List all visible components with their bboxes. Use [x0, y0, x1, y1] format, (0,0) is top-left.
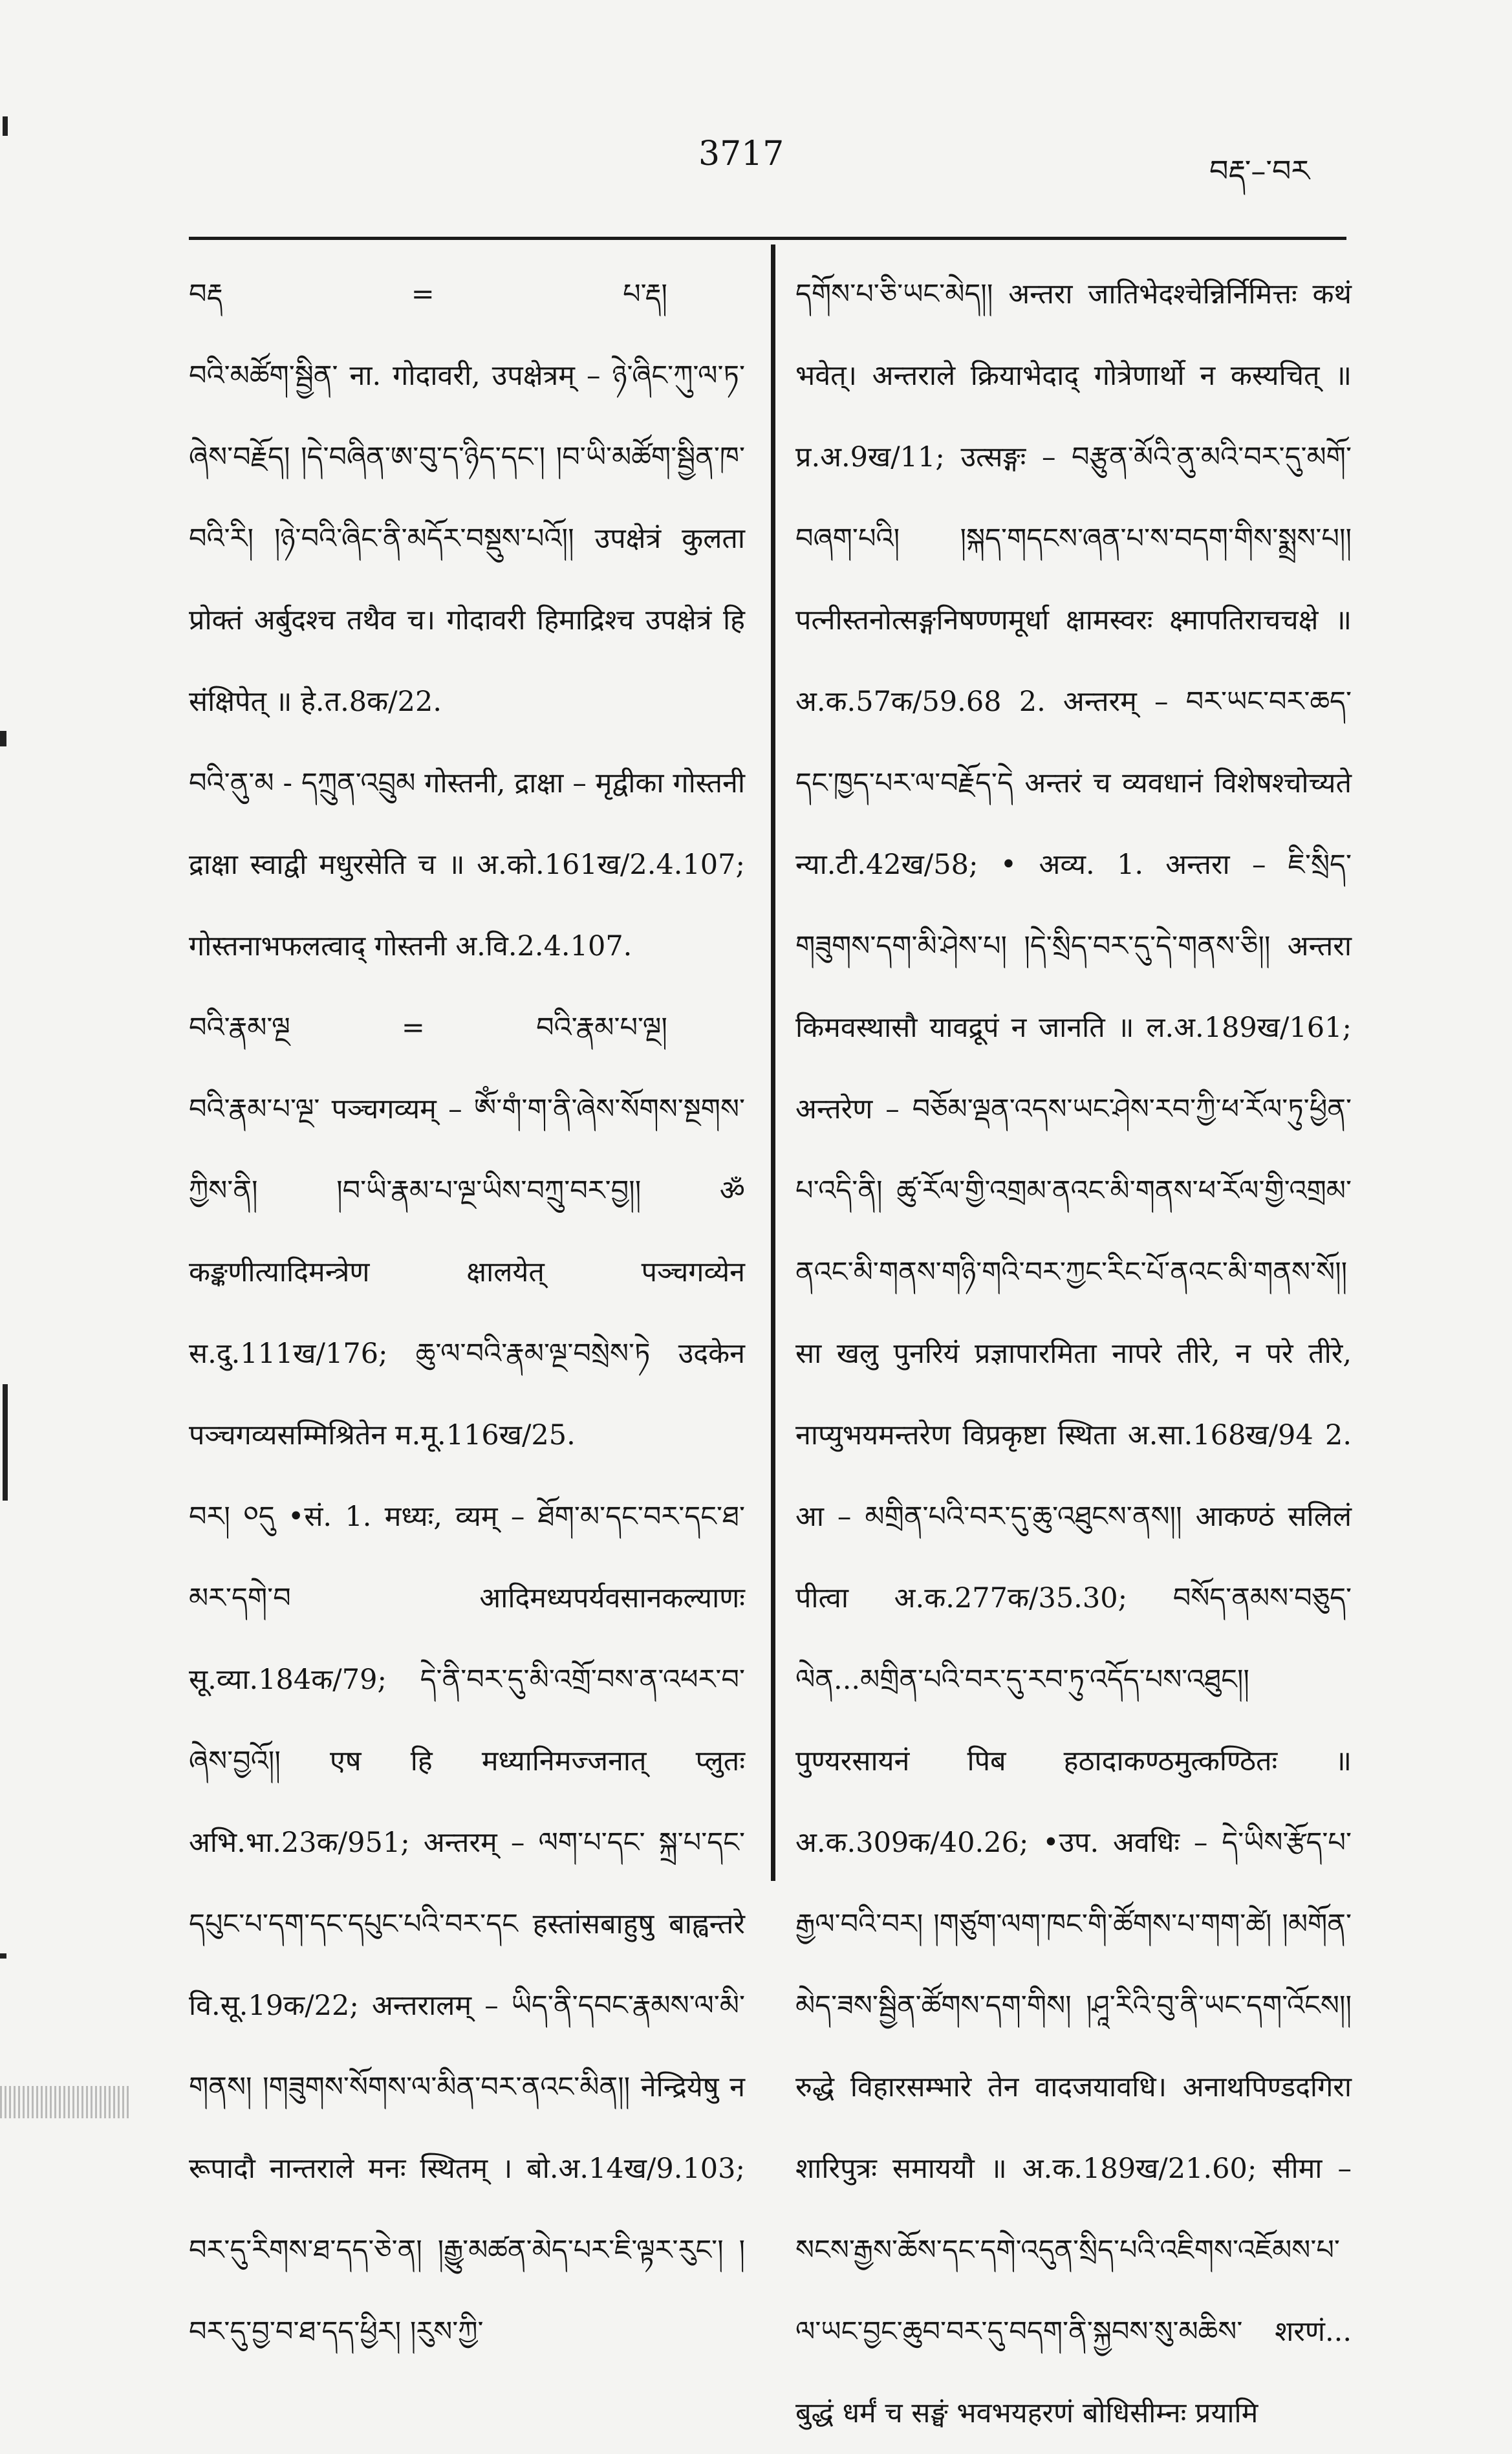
cross-reference-target: པ་རྡ། — [623, 278, 667, 310]
cross-reference-target: བའི་རྣམ་པ་ལྔ། — [536, 1012, 667, 1044]
dictionary-entry-continued: དགོས་པ་ཅི་ཡང་མེད།། अन्तरा जातिभेदश्चेन्निर्निमित्तः कथं भवेत्। अन्तराले क्रियाभेदाद् गोत्रेणार्थो न कस्यचित् ॥ प्र.अ.9ख/11; उत्सङ्गः – བརྩུན་མོའི་ནུ་མའི་བར་དུ་མགོ་བཞག་པའི། །སྐད་གདངས་ཞན་པ་ས་བདག་གིས་སྨྲས་པ།། पत्नीस्तनोत्सङ्गनिषण्णमूर्धा क्षामस्वरः क्ष्मापतिराचचक्षे ॥ अ.क.57क/59.68 2. अन्तरम् – བར་ཡང་བར་ཆད་དང་ཁྱད་པར་ལ་བརྗོད་དེ अन्तरं च व्यवधानं विशेषश्चोच्यते न्या.टी.42ख/58; • अव्य. 1. अन्तरा – ཇི་སྲིད་གཟུགས་དག་མི་ཤེས་པ། །དེ་སྲིད་བར་དུ་དེ་གནས་ཅི།། अन्तरा किमवस्थासौ यावद्रूपं न जानति ॥ ल.अ.189ख/161; अन्तरेण – བཅོམ་ལྡན་འདས་ཡང་ཤེས་རབ་ཀྱི་ཕ་རོལ་ཏུ་ཕྱིན་པ་འདི་ནི། ཚུ་རོལ་གྱི་འགྲམ་ནའང་མི་གནས་ཕ་རོལ་གྱི་འགྲམ་ནའང་མི་གནས་གཉི་གའི་བར་ཀྱང་རིང་པོ་ནའང་མི་གནས་སོ།། सा खलु पुनरियं प्रज्ञापारमिता नापरे तीरे, न परे तीरे, नाप्युभयमन्तरेण विप्रकृष्टा स्थिता अ.सा.168ख/94 2. आ – མགྲིན་པའི་བར་དུ་ཆུ་འཐུངས་ནས།། आकण्ठं सलिलं पीत्वा अ.क.277क/35.30; བསོད་ནམས་བཅུད་ལེན...མགྲིན་པའི་བར་དུ་རབ་ཏུ་འདོད་པས་འཐུང།། पुण्यरसायनं पिब हठादाकण्ठमुत्कण्ठितः ॥ अ.क.309क/40.26; •उप. अवधिः – དེ་ཡིས་རྩོད་པ་རྒྱལ་བའི་བར། །གཙུག་ལག་ཁང་གི་ཚོགས་པ་གག་ཚེ། །མགོན་མེད་ཟས་སྦྱིན་ཚོགས་དག་གིས། །ཤཱ་རིའི་བུ་ནི་ཡང་དག་འོངས།། रुद्धे विहारसम्भारे तेन वादजयावधि। अनाथपिण्डदगिरा शारिपुत्रः समाययौ ॥ अ.क.189ख/21.60; सीमा – སངས་རྒྱས་ཆོས་དང་དགེ་འདུན་སྲིད་པའི་འཇིགས་འཇོམས་པ་ལ་ཡང་བྱང་ཆུབ་བར་དུ་བདག་ནི་སྐྱབས་སུ་མཆིས་ शरणं... बुद्धं धर्मं च सङ्घं भवभयहरणं बोधिसीम्नः प्रयामि — [795, 278, 1352, 2429]
scan-speck — [3, 116, 8, 136]
dictionary-entry: བའི་ནུ་མ - དཀྲུན་འབྲུམ गोस्तनी, द्राक्षा – मृद्वीका गोस्तनी द्राक्षा स्वाद्वी मधुरसेति च ॥ अ.को.161ख/2.4.107; गोस्तनाभफलत्वाद् गोस्तनी अ.वि.2.4.107. — [189, 767, 745, 962]
cross-reference — [189, 254, 745, 335]
header-rule — [189, 237, 1346, 240]
scan-speck — [0, 731, 6, 746]
scan-speck — [3, 1384, 8, 1501]
left-column — [189, 254, 745, 2348]
cross-reference-head: བརྡ — [189, 278, 223, 310]
page-number: 3717 — [698, 135, 784, 173]
scan-speck — [0, 1953, 6, 1959]
column-divider — [771, 244, 775, 1881]
dictionary-entry: བར། ༠དུ •सं. 1. मध्यः, व्यम् – ཐོག་མ་དང་བར་དང་ཐ་མར་དགེ་བ आदिमध्यपर्यवसानकल्याणः सू.व्या.184क/79; དེ་ནི་བར་དུ་མི་འགྲོ་བས་ན་འཕར་བ་ཞེས་བྱའོ།། एष हि मध्यानिमज्जनात् प्लुतः अभि.भा.23क/951; अन्तरम् – ལག་པ་དང་ སྐྲ་པ་དང་དཔུང་པ་དག་དང་དཔུང་པའི་བར་དང हस्तांसबाहुषु बाह्वन्तरे वि.सू.19क/22; अन्तरालम् – ཡིད་ནི་དབང་རྣམས་ལ་མི་གནས། །གཟུགས་སོགས་ལ་མིན་བར་ནའང་མིན།། नेन्द्रियेषु न रूपादौ नान्तराले मनः स्थितम् । बो.अ.14ख/9.103; བར་དུ་རིགས་ཐ་དད་ཅེ་ན། །རྒྱུ་མཚན་མེད་པར་ཇི་ལྟར་རུང་། །བར་དུ་བྱ་བ་ཐ་དད་ཕྱིར། །རུས་ཀྱི་ — [189, 1501, 745, 2348]
dictionary-entry: བའི་རྣམ་པ་ལྔ་ पञ्चगव्यम् – ཨོཾ་གཾ་ག་ནི་ཞེས་སོགས་སྔགས་ཀྱིས་ནི། །བ་ཡི་རྣམ་པ་ལྔ་ཡིས་བཀྲུ་བར་བྱ།། ॐ कङ्कणीत्यादिमन्त्रेण क्षालयेत् पञ्चगव्येन स.दु.111ख/176; ཆུ་ལ་བའི་རྣམ་ལྔ་བསྲེས་ཏེ उदकेन पञ्चगव्यसम्मिश्रितेन म.मू.116ख/25. — [189, 1093, 745, 1451]
cross-reference-head: བའི་རྣམ་ལྔ — [189, 1012, 290, 1044]
right-column — [795, 254, 1352, 2429]
scan-smudge — [0, 2086, 129, 2118]
running-head: བརྡ་–་བར — [1209, 153, 1310, 188]
cross-reference — [189, 987, 745, 1069]
equals-sign: = — [411, 278, 435, 310]
equals-sign: = — [401, 1012, 425, 1044]
dictionary-entry: བའི་མཚོག་སྦྱིན་ ना. गोदावरी, उपक्षेत्रम् – ཉེ་ཞིང་ཀུ་ལ་ཏ་ཞེས་བརྗོད། །དེ་བཞིན་ཨ་བུ་ད་ཉིད་དང་། །བ་ཡི་མཚོག་སྦྱིན་ཁ་བའི་རི། །ཉེ་བའི་ཞིང་ནི་མདོར་བསྡུས་པའོ།། उपक्षेत्रं कुलता प्रोक्तं अर्बुदश्च तथैव च। गोदावरी हिमाद्रिश्च उपक्षेत्रं हि संक्षिपेत् ॥ हे.त.8क/22. — [189, 360, 745, 718]
